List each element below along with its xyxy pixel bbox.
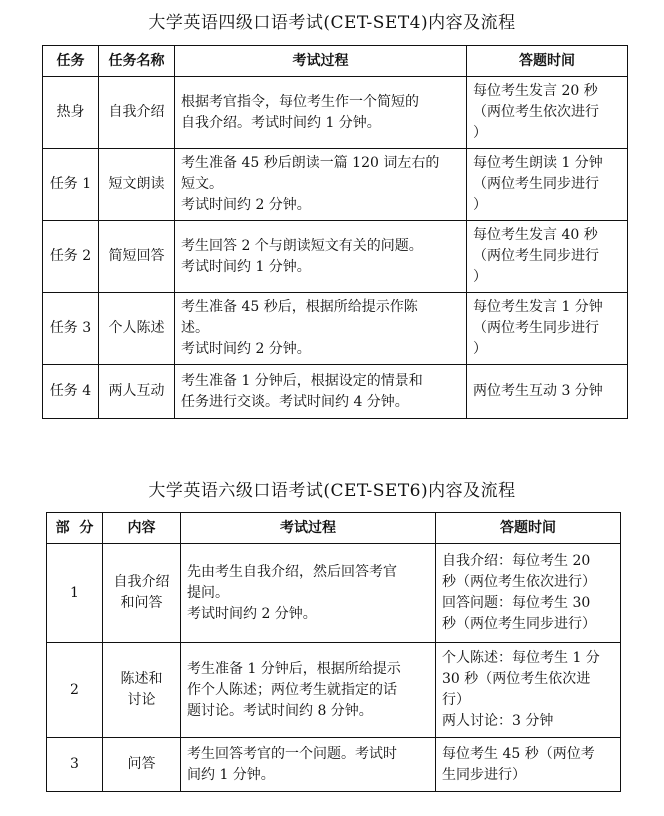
cet4-header-name: 任务名称 bbox=[99, 46, 175, 77]
process-line: 考试时间约 2 分钟。 bbox=[181, 341, 311, 357]
process-line: 考生准备 45 秒后朗读一篇 120 词左右的 bbox=[181, 155, 440, 171]
cet6-row-part1 bbox=[47, 544, 621, 643]
process-cell bbox=[181, 643, 436, 738]
time-line: ） bbox=[473, 341, 487, 357]
cet4-row-warmup bbox=[43, 77, 628, 149]
time-line: 自我介绍：每位考生 20 bbox=[442, 553, 591, 569]
process-line: 考生准备 45 秒后，根据所给提示作陈 bbox=[181, 299, 418, 315]
time-cell bbox=[436, 544, 621, 643]
time-line: 每位考生发言 20 秒 bbox=[473, 83, 598, 99]
cet4-title: 大学英语四级口语考试(CET-SET4)内容及流程 bbox=[148, 13, 516, 33]
process-cell bbox=[175, 149, 467, 221]
cet4-row-task4 bbox=[43, 365, 628, 419]
time-line: 回答问题：每位考生 30 bbox=[442, 595, 591, 611]
task-cell: 任务 1 bbox=[43, 149, 99, 221]
content-line: 自我介绍 bbox=[113, 574, 170, 590]
cet4-header-time: 答题时间 bbox=[467, 46, 628, 77]
time-line: ） bbox=[473, 269, 487, 285]
time-line: 30 秒（两位考生依次进 bbox=[442, 671, 591, 687]
process-cell bbox=[175, 365, 467, 419]
task-name-cell: 自我介绍 bbox=[99, 77, 175, 149]
process-line: 考试时间约 1 分钟。 bbox=[181, 258, 311, 275]
task-name-cell: 简短回答 bbox=[99, 221, 175, 293]
time-line: 秒（两位考生同步进行） bbox=[442, 616, 596, 632]
time-line: 每位考生朗读 1 分钟 bbox=[473, 155, 603, 171]
task-cell: 热身 bbox=[43, 77, 99, 149]
content-cell bbox=[103, 643, 181, 738]
time-line: 秒（两位考生依次进行） bbox=[442, 574, 596, 590]
process-line: 述。 bbox=[181, 320, 209, 336]
time-line: 两位考生互动 3 分钟 bbox=[473, 383, 603, 399]
time-line: 个人陈述：每位考生 1 分 bbox=[442, 650, 600, 666]
cet6-title: 大学英语六级口语考试(CET-SET6)内容及流程 bbox=[148, 481, 516, 501]
part-cell: 1 bbox=[47, 544, 103, 643]
time-cell bbox=[436, 643, 621, 738]
process-line: 间约 1 分钟。 bbox=[187, 766, 275, 783]
cet6-table bbox=[46, 512, 621, 792]
cet4-header-task: 任务 bbox=[43, 46, 99, 77]
cet4-header-process: 考试过程 bbox=[175, 46, 467, 77]
cet6-header-time: 答题时间 bbox=[436, 513, 621, 544]
time-line: ） bbox=[473, 125, 487, 141]
process-line: 考试时间约 2 分钟。 bbox=[187, 605, 317, 622]
part-cell: 2 bbox=[47, 643, 103, 738]
time-line: （两位考生同步进行 bbox=[473, 320, 599, 336]
process-line: 先由考生自我介绍，然后回答考官 bbox=[187, 563, 397, 580]
task-cell: 任务 3 bbox=[43, 293, 99, 365]
time-line: 生同步进行） bbox=[442, 766, 526, 783]
task-cell: 任务 4 bbox=[43, 365, 99, 419]
time-cell bbox=[467, 293, 628, 365]
content-cell bbox=[103, 738, 181, 792]
content-line: 和问答 bbox=[120, 595, 163, 611]
process-cell bbox=[181, 738, 436, 792]
cet4-row-task3 bbox=[43, 293, 628, 365]
cet6-header-part: 部 分 bbox=[47, 513, 103, 544]
process-line: 提问。 bbox=[187, 584, 229, 601]
content-line: 讨论 bbox=[127, 692, 156, 708]
task-cell: 任务 2 bbox=[43, 221, 99, 293]
process-line: 考生回答考官的一个问题。考试时 bbox=[187, 745, 397, 762]
task-name-cell: 短文朗读 bbox=[99, 149, 175, 221]
cet6-header-process: 考试过程 bbox=[181, 513, 436, 544]
process-line: 题讨论。考试时间约 8 分钟。 bbox=[187, 702, 373, 719]
cet6-header-content: 内容 bbox=[103, 513, 181, 544]
time-line: 两人讨论：3 分钟 bbox=[442, 713, 554, 729]
cet4-row-task1 bbox=[43, 149, 628, 221]
cet6-row-part2 bbox=[47, 643, 621, 738]
time-cell bbox=[467, 77, 628, 149]
time-line: 每位考生发言 1 分钟 bbox=[473, 299, 603, 315]
content-line: 问答 bbox=[127, 756, 156, 772]
process-cell bbox=[175, 293, 467, 365]
process-line: 考生准备 1 分钟后，根据设定的情景和 bbox=[181, 372, 423, 389]
cet4-header-row bbox=[43, 46, 628, 77]
time-cell bbox=[467, 365, 628, 419]
cet6-row-part3 bbox=[47, 738, 621, 792]
process-line: 考试时间约 2 分钟。 bbox=[181, 197, 311, 213]
task-name-cell: 两人互动 bbox=[99, 365, 175, 419]
process-cell bbox=[175, 77, 467, 149]
cet6-header-row bbox=[47, 513, 621, 544]
process-line: 短文。 bbox=[181, 176, 223, 192]
cet4-table bbox=[42, 45, 628, 419]
process-cell bbox=[175, 221, 467, 293]
process-cell bbox=[181, 544, 436, 643]
time-line: （两位考生同步进行 bbox=[473, 176, 599, 192]
process-line: 任务进行交谈。考试时间约 4 分钟。 bbox=[181, 393, 409, 410]
process-line: 考生准备 1 分钟后，根据所给提示 bbox=[187, 660, 401, 677]
time-cell bbox=[467, 149, 628, 221]
process-line: 作个人陈述；两位考生就指定的话 bbox=[187, 681, 397, 698]
content-line: 陈述和 bbox=[120, 671, 163, 687]
time-cell bbox=[436, 738, 621, 792]
time-cell bbox=[467, 221, 628, 293]
content-cell bbox=[103, 544, 181, 643]
process-line: 考生回答 2 个与朗读短文有关的问题。 bbox=[181, 237, 423, 254]
time-line: （两位考生同步进行 bbox=[473, 248, 599, 264]
part-cell: 3 bbox=[47, 738, 103, 792]
task-name-cell: 个人陈述 bbox=[99, 293, 175, 365]
process-line: 根据考官指令，每位考生作一个简短的 bbox=[181, 93, 419, 110]
time-line: 每位考生发言 40 秒 bbox=[473, 227, 598, 243]
cet4-row-task2 bbox=[43, 221, 628, 293]
time-line: （两位考生依次进行 bbox=[473, 104, 599, 120]
time-line: 每位考生 45 秒（两位考 bbox=[442, 745, 595, 762]
process-line: 自我介绍。考试时间约 1 分钟。 bbox=[181, 114, 381, 131]
time-line: 行） bbox=[442, 692, 470, 708]
time-line: ） bbox=[473, 197, 487, 213]
